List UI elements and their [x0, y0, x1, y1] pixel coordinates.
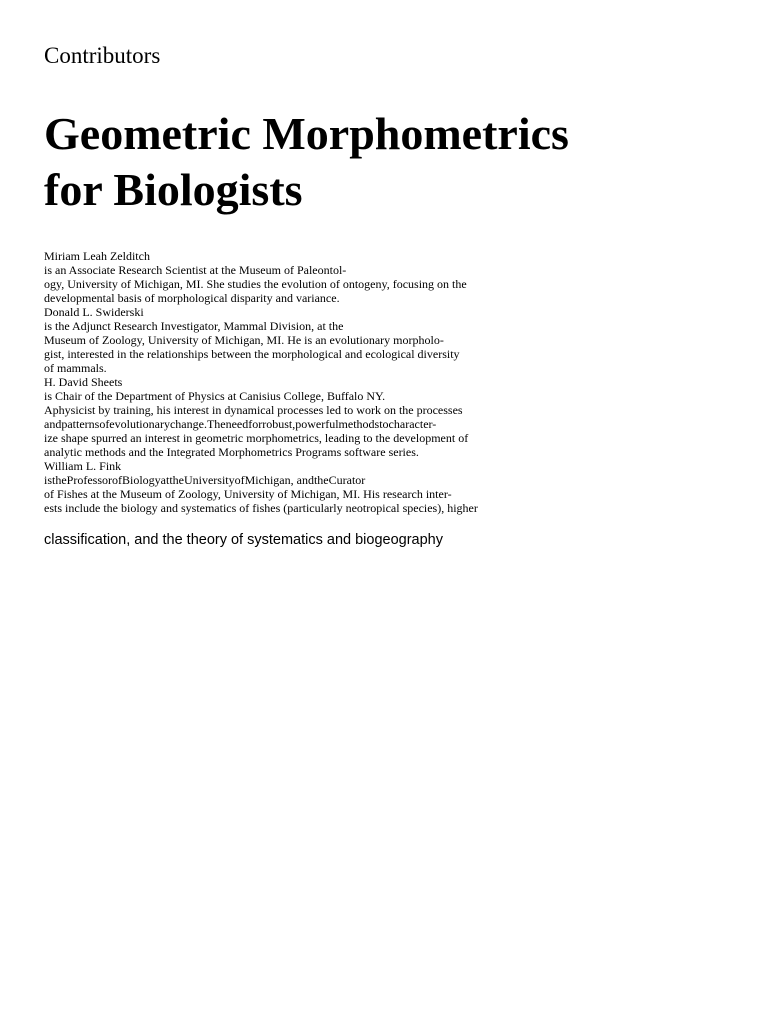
- contributor-bios: [44, 249, 478, 515]
- bio-line: ests include the biology and systematics of fishes (particularly neotropical species), higher: [44, 501, 478, 515]
- contributor-name-sheets: H. David Sheets: [44, 375, 123, 389]
- contributor-name-fink: William L. Fink: [44, 459, 122, 473]
- bio-line: ize shape spurred an interest in geometric morphometrics, leading to the development of: [44, 431, 469, 445]
- bio-line: of mammals.: [44, 361, 107, 375]
- bio-line: Aphysicist by training, his interest in dynamical processes led to work on the processes: [44, 403, 463, 417]
- section-label: Contributors: [44, 43, 161, 68]
- bio-line: Museum of Zoology, University of Michigan, MI. He is an evolutionary morpholo-: [44, 333, 444, 347]
- bio-line: istheProfessorofBiologyattheUniversityofMichigan, andtheCurator: [44, 473, 366, 487]
- bio-line: gist, interested in the relationships between the morphological and ecological diversity: [44, 347, 460, 361]
- bio-line: andpatternsofevolutionarychange.Theneedforrobust,powerfulmethodstocharacter-: [44, 417, 437, 431]
- bio-line: ogy, University of Michigan, MI. She studies the evolution of ontogeny, focusing on the: [44, 277, 467, 291]
- bio-line: is an Associate Research Scientist at the Museum of Paleontol-: [44, 263, 347, 277]
- bio-continuation-line: classification, and the theory of systematics and biogeography: [44, 532, 443, 548]
- book-title-line-2: for Biologists: [44, 164, 303, 215]
- bio-line: is Chair of the Department of Physics at Canisius College, Buffalo NY.: [44, 389, 386, 403]
- bio-line: developmental basis of morphological disparity and variance.: [44, 291, 340, 305]
- bio-line: is the Adjunct Research Investigator, Mammal Division, at the: [44, 319, 344, 333]
- bio-line: of Fishes at the Museum of Zoology, University of Michigan, MI. His research inter-: [44, 487, 452, 501]
- contributor-name-swiderski: Donald L. Swiderski: [44, 305, 144, 319]
- book-title: [44, 106, 569, 218]
- bio-line: analytic methods and the Integrated Morphometrics Programs software series.: [44, 445, 419, 459]
- book-title-line-1: Geometric Morphometrics: [44, 108, 569, 159]
- contributor-name-zelditch: Miriam Leah Zelditch: [44, 249, 150, 263]
